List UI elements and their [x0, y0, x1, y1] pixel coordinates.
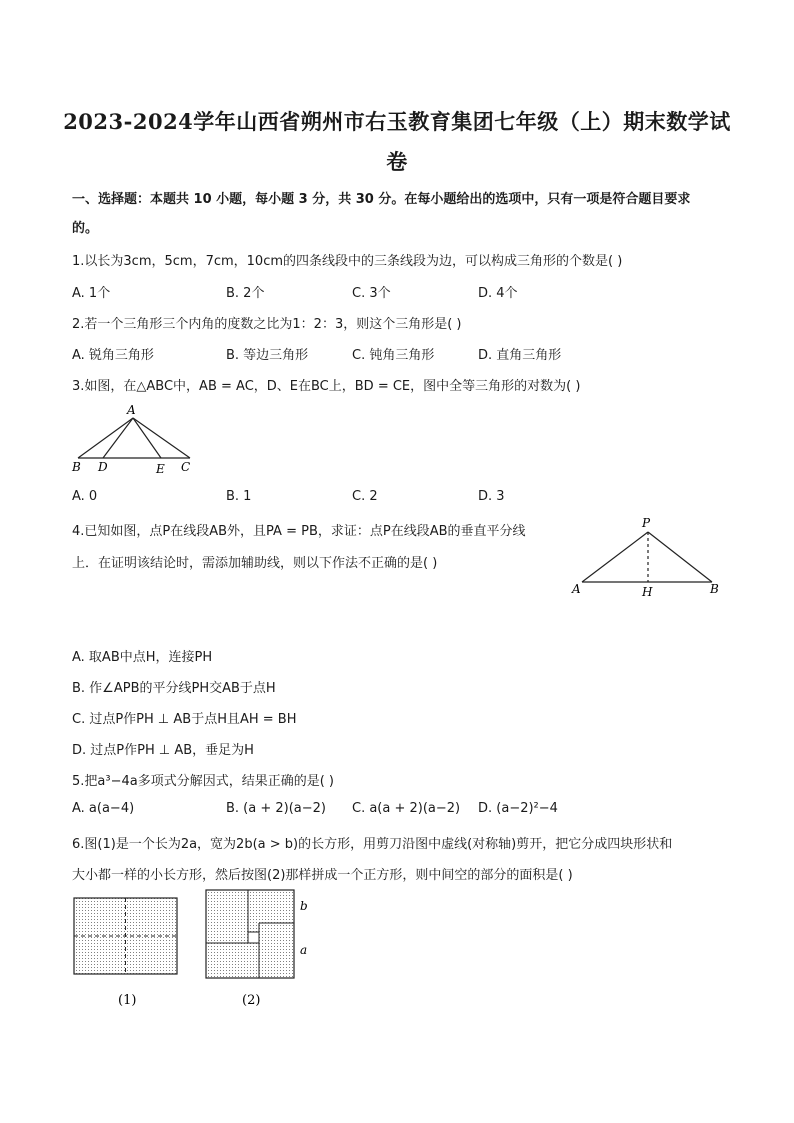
q1-option-b: B. 2个	[226, 286, 265, 301]
q6-label-b: b	[300, 899, 308, 913]
q3-label-b: B	[72, 460, 81, 474]
q3-segment-ad	[103, 418, 133, 458]
q6-text-line1: 6.图(1)是一个长为2a，宽为2b(a > b)的长方形，用剪刀沿图中虚线(对称轴)剪开，把它分成四块形状和	[72, 837, 673, 852]
q6-caption-2: (2)	[242, 993, 261, 1008]
q5-text: 5.把a³−4a多项式分解因式，结果正确的是( )	[72, 774, 334, 789]
q3-segment-ae	[133, 418, 161, 458]
q1-option-d: D. 4个	[478, 286, 518, 301]
q2-option-d: D. 直角三角形	[478, 348, 562, 363]
section-heading-line1: 一、选择题：本题共 10 小题，每小题 3 分，共 30 分。在每小题给出的选项中，只有一项是符合题目要求	[72, 192, 691, 207]
q2-option-a: A. 锐角三角形	[72, 348, 154, 363]
q3-segment-ac	[133, 418, 190, 458]
q4-label-p: P	[642, 516, 651, 530]
q5-option-b: B. (a + 2)(a−2)	[226, 801, 326, 816]
q4-option-c: C. 过点P作PH ⊥ AB于点H且AH = BH	[72, 712, 297, 727]
q3-text: 3.如图，在△ABC中，AB = AC，D、E在BC上，BD = CE，图中全等三角形的对数为( )	[72, 379, 581, 394]
q4-label-b: B	[710, 582, 719, 596]
q3-triangle-figure	[66, 400, 206, 480]
exam-title-line1: 2023-2024学年山西省朔州市右玉教育集团七年级（上）期末数学试	[63, 109, 731, 134]
q4-text-line1: 4.已知如图，点P在线段AB外，且PA = PB，求证：点P在线段AB的垂直平分线	[72, 524, 526, 539]
q4-label-h: H	[642, 585, 653, 599]
q4-segment-pa	[582, 532, 648, 582]
q3-option-b: B. 1	[226, 489, 252, 504]
q5-option-c: C. a(a + 2)(a−2)	[352, 801, 461, 816]
q1-option-c: C. 3个	[352, 286, 391, 301]
q4-option-a: A. 取AB中点H，连接PH	[72, 650, 213, 665]
exam-title-line2: 卷	[386, 149, 408, 174]
q1-text: 1.以长为3cm，5cm，7cm，10cm的四条线段中的三条线段为边，可以构成三角形的个数是( )	[72, 254, 623, 269]
q3-label-e: E	[156, 462, 165, 476]
q4-segment-pb	[648, 532, 712, 582]
q4-option-b: B. 作∠APB的平分线PH交AB于点H	[72, 681, 276, 696]
q6-figure-2-center-hole	[248, 932, 259, 943]
q6-label-a: a	[300, 943, 308, 957]
q6-text-line2: 大小都一样的小长方形，然后按图(2)那样拼成一个正方形，则中间空的部分的面积是( )	[72, 868, 573, 883]
q2-text: 2.若一个三角形三个内角的度数之比为1：2：3，则这个三角形是( )	[72, 317, 462, 332]
q5-option-a: A. a(a−4)	[72, 801, 135, 816]
q3-label-c: C	[181, 460, 191, 474]
q5-option-d: D. (a−2)²−4	[478, 801, 558, 816]
q6-caption-1: (1)	[118, 993, 137, 1008]
q3-option-a: A. 0	[72, 489, 98, 504]
q2-option-b: B. 等边三角形	[226, 348, 309, 363]
q6-figure-1-rectangle	[74, 898, 177, 974]
q3-label-a: A	[127, 403, 136, 417]
q6-figure-2-square	[206, 890, 294, 978]
q4-triangle-figure	[568, 512, 728, 602]
q3-option-c: C. 2	[352, 489, 378, 504]
q3-segment-ab	[78, 418, 133, 458]
q4-option-d: D. 过点P作PH ⊥ AB，垂足为H	[72, 743, 254, 758]
q4-label-a: A	[572, 582, 581, 596]
q4-text-line2: 上．在证明该结论时，需添加辅助线，则以下作法不正确的是( )	[72, 556, 438, 571]
q6-figures	[66, 888, 326, 1018]
section-heading-line2: 的。	[72, 221, 99, 236]
q3-option-d: D. 3	[478, 489, 505, 504]
q2-option-c: C. 钝角三角形	[352, 348, 435, 363]
q3-label-d: D	[98, 460, 108, 474]
q1-option-a: A. 1个	[72, 286, 111, 301]
